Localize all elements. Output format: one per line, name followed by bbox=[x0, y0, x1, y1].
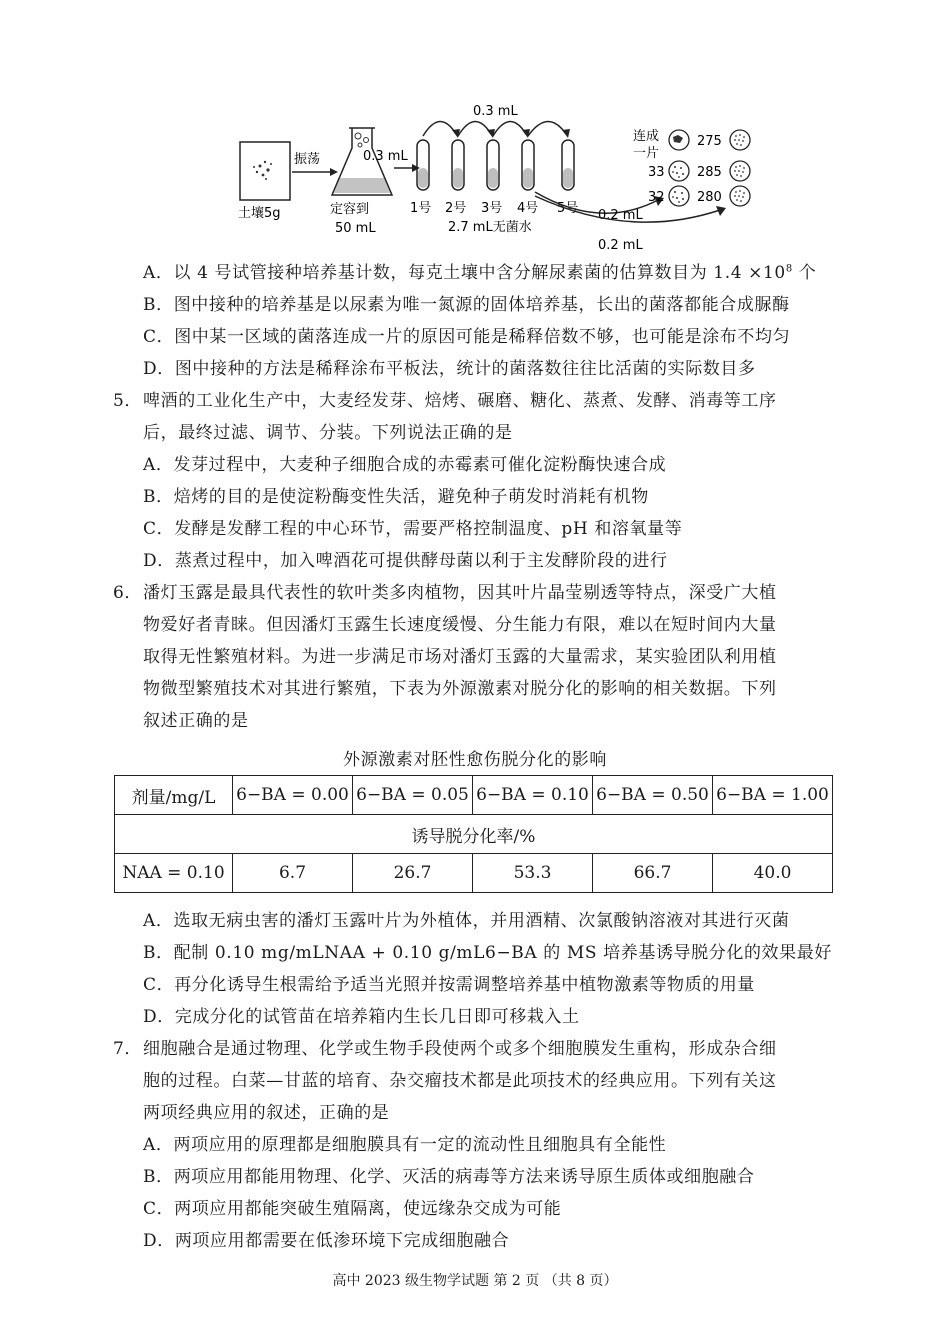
petri-dish-33 bbox=[669, 161, 689, 181]
table-header-cell: 6−BA = 1.00 bbox=[713, 776, 833, 815]
table-span-cell: 诱导脱分化率/% bbox=[115, 815, 833, 854]
merged-colonies-label-2: 一片 bbox=[633, 146, 660, 161]
flask-label-2: 50 mL bbox=[335, 221, 376, 236]
plate-count-32: 32 bbox=[648, 190, 665, 205]
q4-option-c: C．图中某一区域的菌落连成一片的原因可能是稀释倍数不够，也可能是涂布不均匀 bbox=[143, 327, 791, 347]
table-span-row bbox=[115, 815, 833, 854]
test-tube-2 bbox=[452, 140, 464, 190]
table-header-cell: 6−BA = 0.00 bbox=[233, 776, 353, 815]
table-cell: NAA = 0.10 bbox=[115, 854, 233, 893]
q5-option-d: D．蒸煮过程中，加入啤酒花可提供酵母菌以利于主发酵阶段的进行 bbox=[143, 551, 668, 571]
table-cell: 40.0 bbox=[713, 854, 833, 893]
plate-count-285: 285 bbox=[697, 165, 722, 180]
page-footer: 高中 2023 级生物学试题 第 2 页 （共 8 页） bbox=[332, 1273, 618, 1289]
petri-dish-32 bbox=[669, 186, 689, 206]
tube-label-5: 5号 bbox=[557, 201, 579, 216]
merged-colonies-label-1: 连成 bbox=[633, 129, 660, 144]
tube-label-2: 2号 bbox=[445, 201, 467, 216]
table-header-cell: 6−BA = 0.10 bbox=[473, 776, 593, 815]
soil-sample-box bbox=[240, 142, 290, 200]
q4-option-d: D．图中接种的方法是稀释涂布平板法，统计的菌落数往往比活菌的实际数目多 bbox=[143, 359, 756, 379]
shake-label: 振荡 bbox=[294, 152, 321, 167]
tube-label-1: 1号 bbox=[410, 201, 432, 216]
petri-dish-275 bbox=[730, 130, 750, 150]
table-header-cell: 6−BA = 0.50 bbox=[593, 776, 713, 815]
tube-label-4: 4号 bbox=[517, 201, 539, 216]
q5-stem-line-2: 后，最终过滤、调节、分装。下列说法正确的是 bbox=[143, 423, 513, 443]
q5-option-b: B．焙烤的目的是使淀粉酶变性失活，避免种子萌发时消耗有机物 bbox=[143, 487, 649, 507]
plate-count-280: 280 bbox=[697, 190, 722, 205]
hormone-table bbox=[114, 775, 833, 893]
q6-stem-line-5: 叙述正确的是 bbox=[143, 711, 249, 731]
test-tube-4 bbox=[522, 140, 534, 190]
q6-stem-line-4: 物微型繁殖技术对其进行繁殖，下表为外源激素对脱分化的影响的相关数据。下列 bbox=[143, 679, 777, 699]
serial-transfer-arrows bbox=[423, 121, 566, 136]
petri-dish-285 bbox=[730, 161, 750, 181]
test-tube-3 bbox=[487, 140, 499, 190]
q6-option-c: C．再分化诱导生根需给予适当光照并按需调整培养基中植物激素等物质的用量 bbox=[143, 975, 756, 995]
soil-label: 土壤5g bbox=[238, 206, 281, 221]
flask-label-1: 定容到 bbox=[330, 202, 370, 217]
q4-option-b: B．图中接种的培养基是以尿素为唯一氮源的固体培养基，长出的菌落都能合成脲酶 bbox=[143, 295, 790, 315]
table-header-cell: 剂量/mg/L bbox=[115, 776, 233, 815]
tube-label-3: 3号 bbox=[481, 201, 503, 216]
q7-stem-line-3: 两项经典应用的叙述，正确的是 bbox=[143, 1103, 390, 1123]
q6-stem-line-3: 取得无性繁殖材料。为进一步满足市场对潘灯玉露的大量需求，某实验团队利用植 bbox=[143, 647, 777, 667]
petri-dish-280 bbox=[730, 186, 750, 206]
q6-stem-line-2: 物爱好者青睐。但因潘灯玉露生长速度缓慢、分生能力有限，难以在短时间内大量 bbox=[143, 615, 777, 635]
q5-number: 5． bbox=[113, 391, 143, 411]
q6-stem-line-1: 潘灯玉露是最具代表性的软叶类多肉植物，因其叶片晶莹剔透等特点，深受广大植 bbox=[143, 583, 777, 603]
plate-count-275: 275 bbox=[697, 134, 722, 149]
plate-count-33: 33 bbox=[648, 165, 665, 180]
first-transfer-volume: 0.3 mL bbox=[363, 149, 408, 164]
q5-option-c: C．发酵是发酵工程的中心环节，需要严格控制温度、pH 和溶氧量等 bbox=[143, 519, 683, 539]
q7-option-d: D．两项应用都需要在低渗环境下完成细胞融合 bbox=[143, 1231, 510, 1251]
table-cell: 53.3 bbox=[473, 854, 593, 893]
table-cell: 66.7 bbox=[593, 854, 713, 893]
soil-particles-icon bbox=[253, 161, 272, 180]
table-header-row bbox=[115, 776, 833, 815]
test-tube-1 bbox=[417, 140, 429, 190]
test-tube-5 bbox=[562, 140, 574, 190]
serial-transfer-volume: 0.3 mL bbox=[473, 104, 518, 119]
q7-stem-line-2: 胞的过程。白菜—甘蓝的培育、杂交瘤技术都是此项技术的经典应用。下列有关这 bbox=[143, 1071, 777, 1091]
q7-stem-line-1: 细胞融合是通过物理、化学或生物手段使两个或多个细胞膜发生重构，形成杂合细 bbox=[143, 1039, 777, 1059]
table-cell: 6.7 bbox=[233, 854, 353, 893]
q7-option-a: A．两项应用的原理都是细胞膜具有一定的流动性且细胞具有全能性 bbox=[143, 1135, 667, 1155]
table-header-cell: 6−BA = 0.05 bbox=[353, 776, 473, 815]
q6-option-b: B．配制 0.10 mg/mLNAA + 0.10 g/mL6−BA 的 MS 培养基诱导脱分化的效果最好 bbox=[143, 943, 832, 963]
q6-option-a: A．选取无病虫害的潘灯玉露叶片为外植体，并用酒精、次氯酸钠溶液对其进行灭菌 bbox=[143, 911, 790, 931]
q7-number: 7． bbox=[113, 1039, 143, 1059]
petri-dish-merged bbox=[669, 130, 689, 150]
plate-transfer-volume-2: 0.2 mL bbox=[598, 238, 643, 253]
table-cell: 26.7 bbox=[353, 854, 473, 893]
q7-option-c: C．两项应用都能突破生殖隔离，使远缘杂交成为可能 bbox=[143, 1199, 562, 1219]
q5-option-a: A．发芽过程中，大麦种子细胞合成的赤霉素可催化淀粉酶快速合成 bbox=[143, 455, 667, 475]
plate-transfer-volume-1: 0.2 mL bbox=[598, 208, 643, 223]
serial-dilution-diagram bbox=[230, 100, 760, 255]
table-row bbox=[115, 854, 833, 893]
q6-option-d: D．完成分化的试管苗在培养箱内生长几日即可移栽入土 bbox=[143, 1007, 580, 1027]
sterile-water-label: 2.7 mL无菌水 bbox=[448, 220, 532, 235]
q4-option-a: A．以 4 号试管接种培养基计数，每克土壤中含分解尿素菌的估算数目为 $1.4 \times 10^8$ 个 bbox=[143, 263, 817, 283]
q6-number: 6． bbox=[113, 583, 143, 603]
q5-stem-line-1: 啤酒的工业化生产中，大麦经发芽、焙烤、碾磨、糖化、蒸煮、发酵、消毒等工序 bbox=[143, 391, 777, 411]
table-title: 外源激素对胚性愈伤脱分化的影响 bbox=[343, 750, 607, 770]
q7-option-b: B．两项应用都能用物理、化学、灭活的病毒等方法来诱导原生质体或细胞融合 bbox=[143, 1167, 755, 1187]
